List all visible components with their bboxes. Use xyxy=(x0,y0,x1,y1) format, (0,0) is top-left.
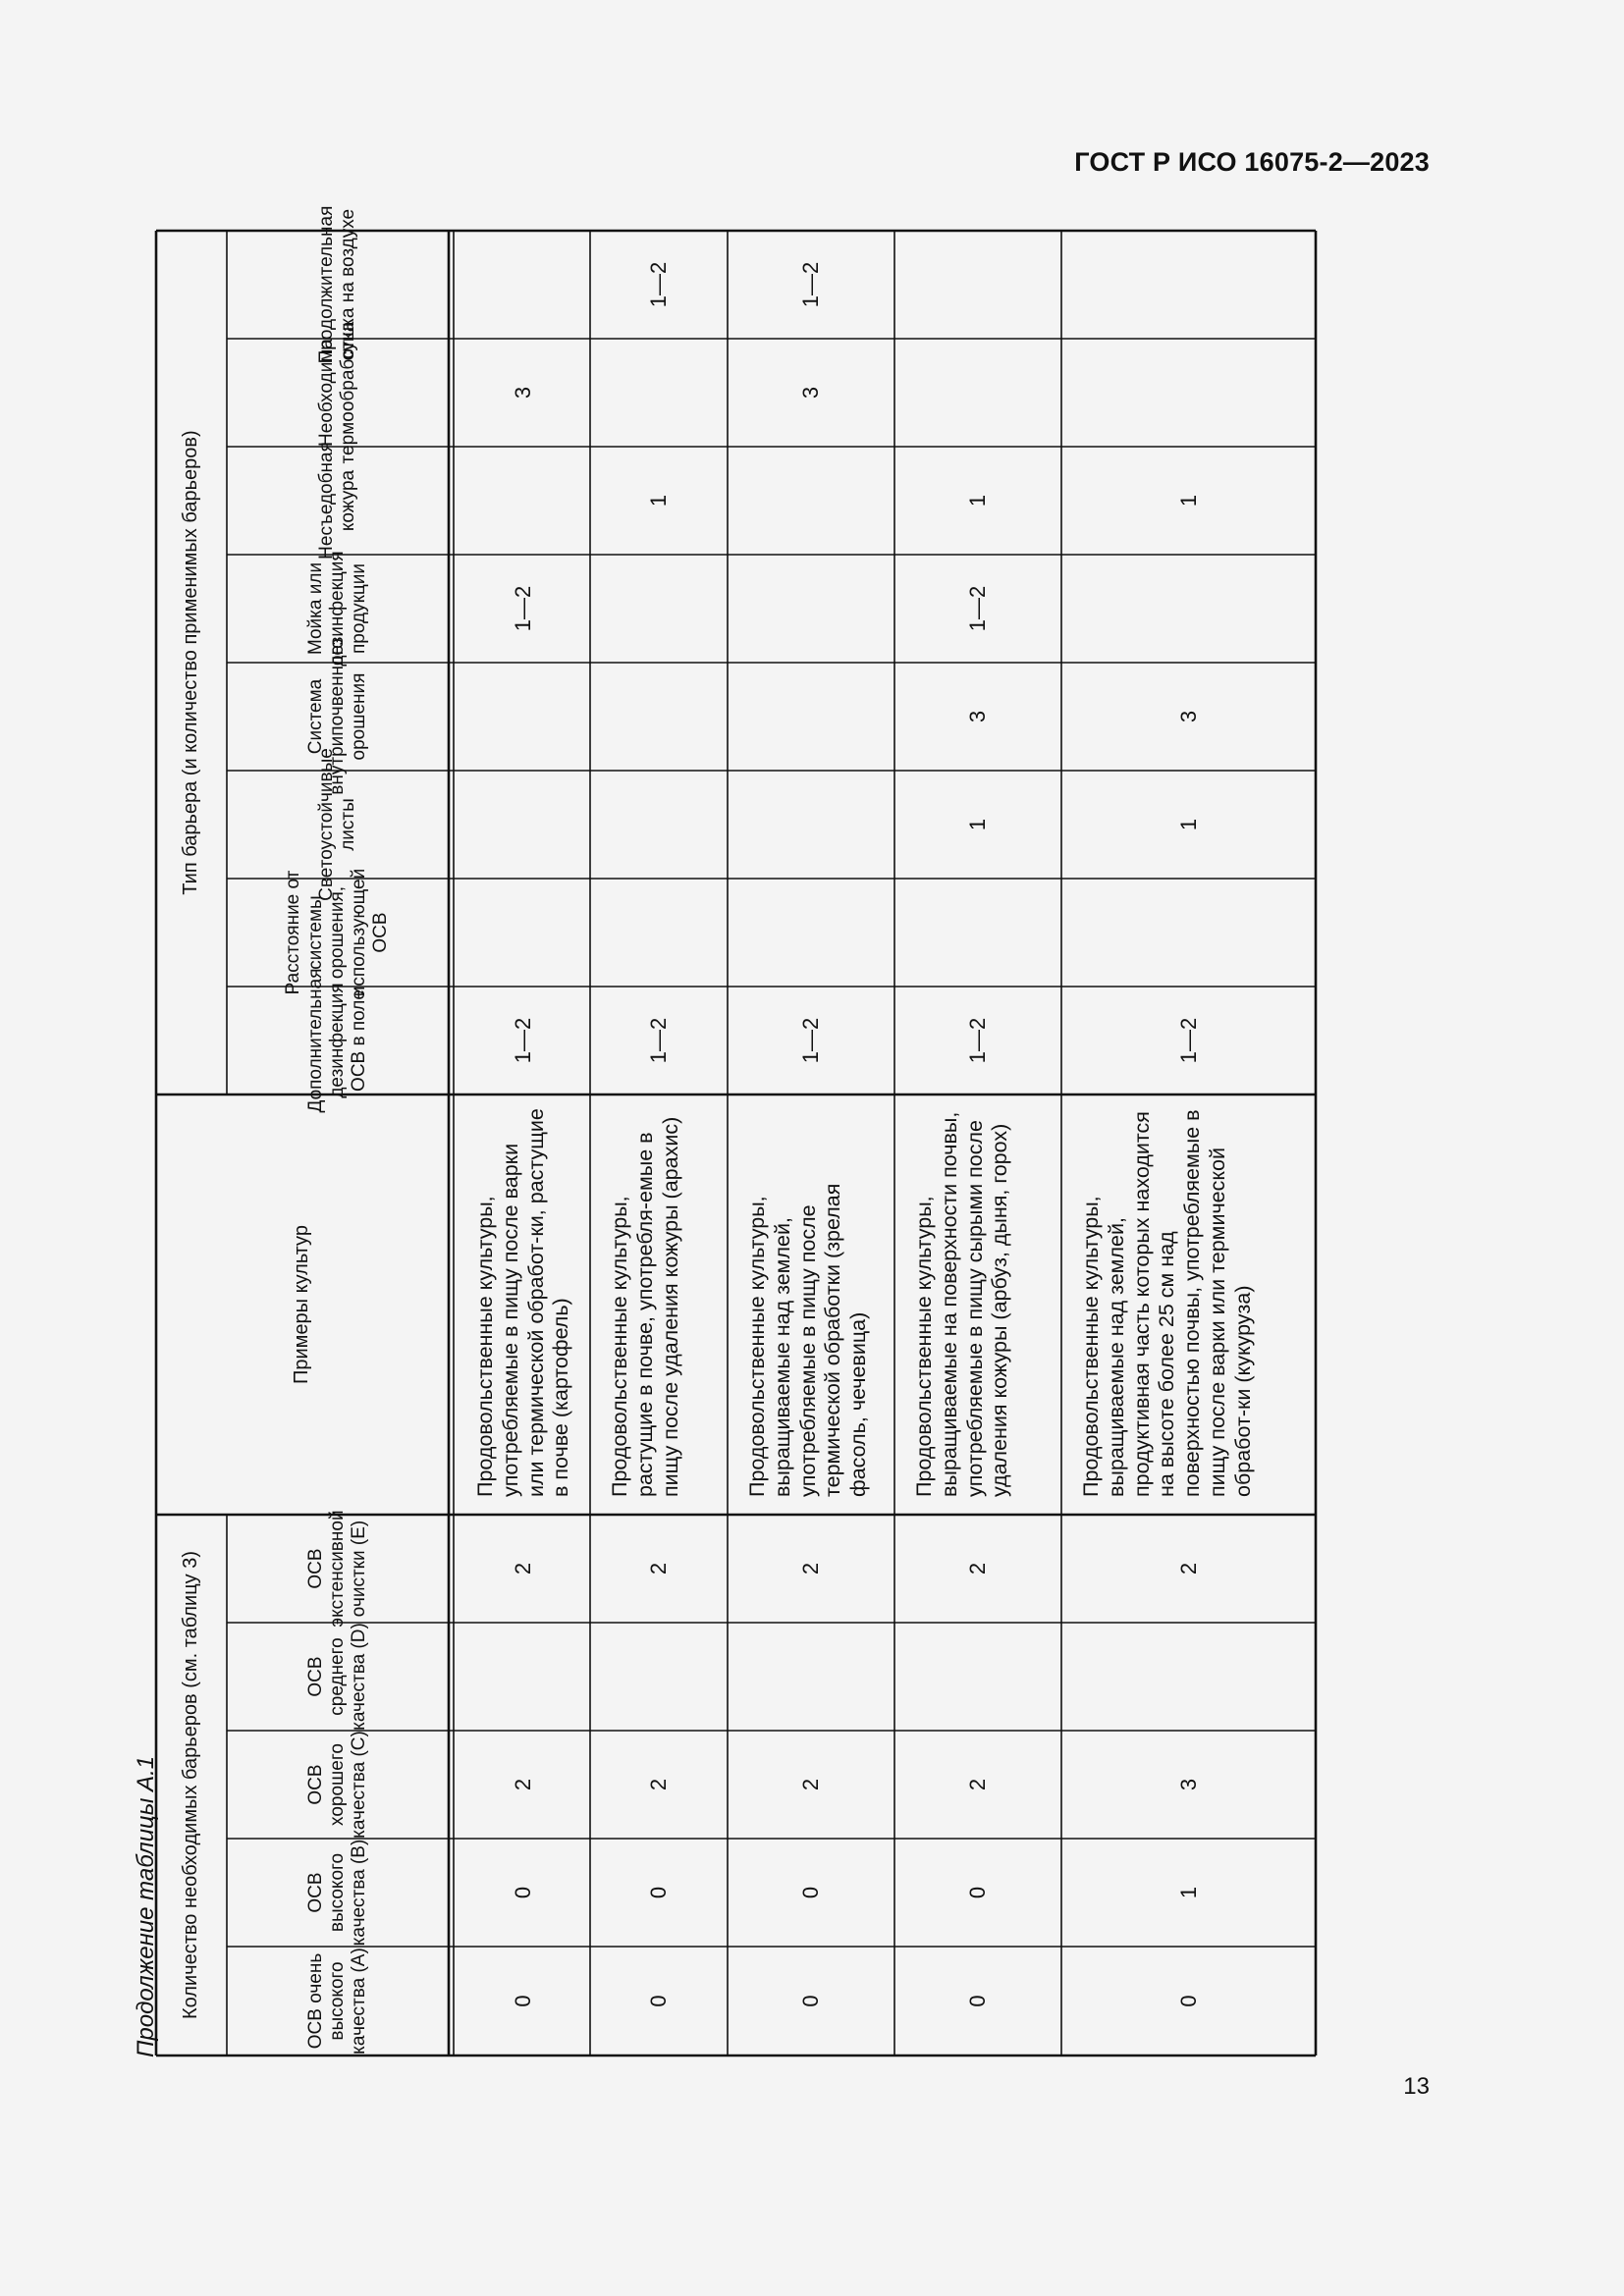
column-header-quality-d: ОСВ среднего качества (D) xyxy=(304,1623,370,1731)
cell-row5-qualityb: 1 xyxy=(1175,1886,1201,1899)
crop-example-row4 xyxy=(894,1095,1061,1515)
group-header-barrier-type: Тип барьера (и количество применимых барьеров) xyxy=(180,430,202,895)
column-header-barrier-7: Необходима термообработка xyxy=(315,321,358,464)
cell-row2-qualityc: 2 xyxy=(646,1778,672,1791)
crop-example-row3-text: Продовольственные культуры, выращиваемые над землей, употребляемые в пищу после термической обработки (зрелая фасоль, чечевица) xyxy=(745,1183,871,1497)
column-header-barrier-1: Дополнительная дезинфекция ОСВ в поле xyxy=(304,968,370,1113)
group-header-crop-examples: Примеры культур xyxy=(291,1225,313,1384)
crop-example-row2 xyxy=(590,1095,728,1515)
cell-row3-barrier1: 1—2 xyxy=(798,1017,824,1064)
cell-row4-barrier6: 1 xyxy=(965,494,991,507)
column-header-quality-a: ОСВ очень высокого качества (А) xyxy=(304,1948,370,2055)
cell-row5-qualitya: 0 xyxy=(1175,1995,1201,2007)
cell-row5-qualityc: 3 xyxy=(1175,1778,1201,1791)
table-caption: Продолжение таблицы А.1 xyxy=(133,1755,159,2057)
cell-row5-barrier6: 1 xyxy=(1175,494,1201,507)
column-header-quality-c: ОСВ хорошего качества (С) xyxy=(304,1731,370,1839)
cell-row5-qualitye: 2 xyxy=(1175,1562,1201,1575)
group-header-required-barriers: Количество необходимых барьеров (см. таблицу 3) xyxy=(180,1551,202,2020)
cell-row4-qualityc: 2 xyxy=(965,1778,991,1791)
cell-row3-qualityb: 0 xyxy=(798,1886,824,1899)
cell-row3-qualitye: 2 xyxy=(798,1562,824,1575)
cell-row2-qualitya: 0 xyxy=(646,1995,672,2007)
cell-row2-barrier1: 1—2 xyxy=(646,1017,672,1064)
cell-row5-barrier3: 1 xyxy=(1175,818,1201,831)
cell-row1-qualitya: 0 xyxy=(510,1995,535,2007)
cell-row1-barrier7: 3 xyxy=(510,386,535,400)
column-header-quality-b: ОСВ высокого качества (В) xyxy=(304,1839,370,1947)
cell-row1-barrier1: 1—2 xyxy=(510,1017,535,1064)
cell-row4-qualityb: 0 xyxy=(965,1886,991,1899)
cell-row2-barrier6: 1 xyxy=(646,494,672,507)
column-header-quality-e: ОСВ экстенсивной очистки (Е) xyxy=(304,1510,370,1628)
cell-row2-qualitye: 2 xyxy=(646,1562,672,1575)
crop-example-row4-text: Продовольственные культуры, выращиваемые на поверхности почвы, употребляемые в пищу сырыми после удаления кожуры (арбуз, дыня, горох) xyxy=(912,1111,1012,1497)
column-header-barrier-5: Мойка или дезинфекция продукции xyxy=(304,551,370,667)
cell-row5-barrier4: 3 xyxy=(1175,710,1201,723)
crop-example-row3 xyxy=(728,1095,894,1515)
cell-row1-qualityb: 0 xyxy=(510,1886,535,1899)
cell-row4-barrier1: 1—2 xyxy=(965,1017,991,1064)
cell-row1-barrier5: 1—2 xyxy=(510,585,535,632)
cell-row1-qualitye: 2 xyxy=(510,1562,535,1575)
cell-row5-barrier1: 1—2 xyxy=(1175,1017,1201,1064)
cell-row2-barrier8: 1—2 xyxy=(646,261,672,308)
crop-example-row1 xyxy=(456,1095,590,1515)
column-header-barrier-3: Светоустойчивые листы xyxy=(315,748,358,901)
cell-row3-barrier8: 1—2 xyxy=(798,261,824,308)
cell-row4-barrier3: 1 xyxy=(965,818,991,831)
barrier-table xyxy=(156,205,1316,2056)
cell-row4-barrier4: 3 xyxy=(965,710,991,723)
cell-row4-qualitya: 0 xyxy=(965,1995,991,2007)
column-header-barrier-8: Продолжительная сушка на воздухе xyxy=(315,205,358,364)
cell-row3-qualitya: 0 xyxy=(798,1995,824,2007)
page-number: 13 xyxy=(1403,2073,1430,2100)
cell-row3-qualityc: 2 xyxy=(798,1778,824,1791)
column-header-barrier-6: Несъедобная кожура xyxy=(315,442,358,560)
crop-example-row2-text: Продовольственные культуры, растущие в почве, употребля-емые в пищу после удаления кожуры (арахис) xyxy=(608,1116,682,1497)
document-header: ГОСТ Р ИСО 16075-2—2023 xyxy=(1074,147,1430,177)
cell-row4-barrier5: 1—2 xyxy=(965,585,991,632)
cell-row1-qualityc: 2 xyxy=(510,1778,535,1791)
crop-example-row5 xyxy=(1061,1095,1316,1515)
crop-example-row1-text: Продовольственные культуры, употребляемые в пищу после варки или термической обработ-ки, растущие в почве (картофель) xyxy=(473,1108,573,1497)
column-header-barrier-2: Расстояние от системы орошения, использующей ОСВ xyxy=(283,868,392,997)
cell-row4-qualitye: 2 xyxy=(965,1562,991,1575)
column-header-barrier-4: Система внутрипочвенного орошения xyxy=(304,638,370,795)
cell-row2-qualityb: 0 xyxy=(646,1886,672,1899)
cell-row3-barrier7: 3 xyxy=(798,386,824,400)
crop-example-row5-text: Продовольственные культуры, выращиваемые над землей, продуктивная часть которых находится на высоте более 25 см над поверхностью почвы, употребляемые в пищу после варки или термической обработ-ки (кукуруза) xyxy=(1079,1109,1255,1497)
